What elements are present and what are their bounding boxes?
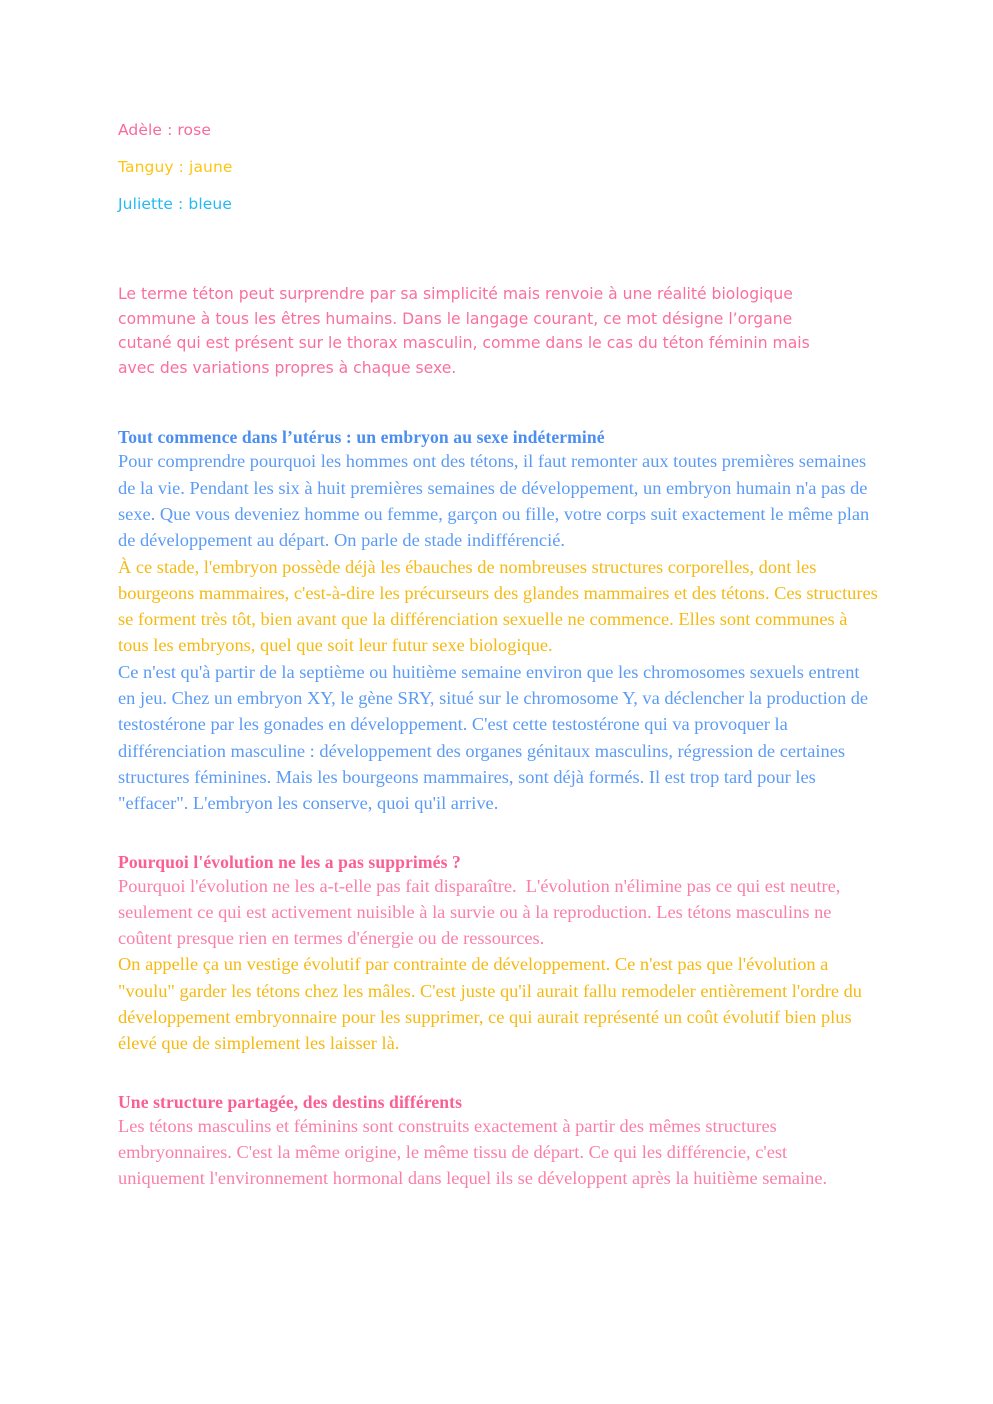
section-structure-partagee [118,1091,878,1192]
section-uterus [118,426,883,816]
paragraph-evolution-neutre: Pourquoi l'évolution ne les a-t-elle pas fait disparaître. L'évolution n'élimine pas ce qui est neutre, seulement ce qui est activement nuisible à la survie ou à la reproduction. Les tétons masculins ne coûtent presque rien en termes d'énergie ou de ressources. [118,875,845,949]
paragraph-embryon-indifferencie: Pour comprendre pourquoi les hommes ont des tétons, il faut remonter aux toutes premières semaines de la vie. Pendant les six à huit premières semaines de développement, un embryon humain n'a pas de sexe. Que vous deveniez homme ou femme, garçon ou fille, votre corps suit exactement le même plan de développement au départ. On parle de stade indifférencié. [118,451,874,551]
section-heading-uterus: Tout commence dans l’utérus : un embryon au sexe indéterminé [118,427,605,448]
paragraph-bourgeons-mammaires: À ce stade, l'embryon possède déjà les ébauches de nombreuses structures corporelles, dont les bourgeons mammaires, c'est-à-dire les précurseurs des glandes mammaires et des tétons. Ces structures se forment très tôt, bien avant que la différenciation sexuelle ne commence. Elles sont communes à tous les embryons, quel que soit leur futur sexe biologique. [118,556,883,656]
legend-item-juliette: Juliette : bleue [118,195,232,213]
section-evolution [118,851,878,1057]
section-heading-evolution: Pourquoi l'évolution ne les a pas supprimés ? [118,851,461,872]
paragraph-vestige-evolutif: On appelle ça un vestige évolutif par contrainte de développement. Ce n'est pas que l'évolution a "voulu" garder les tétons chez les mâles. C'est juste qu'il aurait fallu remodeler entièrement l'ordre du développement embryonnaire pour les supprimer, ce qui aurait représenté un coût évolutif bien plus élevé que de simplement les laisser là. [118,954,867,1054]
section-heading-structure-partagee: Une structure partagée, des destins différents [118,1091,463,1112]
document-content [118,112,883,1192]
intro-paragraph: Le terme téton peut surprendre par sa simplicité mais renvoie à une réalité biologique commune à tous les êtres humains. Dans le langage courant, ce mot désigne l’organe cutané qui est présent sur le thorax masculin, comme dans le cas du téton féminin mais avec des variations propres à chaque sexe. [118,285,810,377]
paragraph-memes-structures: Les tétons masculins et féminins sont construits exactement à partir des mêmes structures embryonnaires. C'est la même origine, le même tissu de départ. Ce qui les différencie, c'est uniquement l'environnement hormonal dans lequel ils se développent après la huitième semaine. [118,1115,828,1189]
legend-item-tanguy: Tanguy : jaune [118,158,233,176]
legend-item-adele: Adèle : rose [118,121,211,139]
paragraph-gene-sry: Ce n'est qu'à partir de la septième ou huitième semaine environ que les chromosomes sexuels entrent en jeu. Chez un embryon XY, le gène SRY, situé sur le chromosome Y, va déclencher la production de testostérone par les gonades en développement. C'est cette testostérone qui va provoquer la différenciation masculine : développement des organes génitaux masculins, régression de certaines structures féminines. Mais les bourgeons mammaires, sont déjà formés. Il est trop tard pour les "effacer". L'embryon les conserve, quoi qu'il arrive. [118,661,873,814]
color-legend [118,112,878,223]
